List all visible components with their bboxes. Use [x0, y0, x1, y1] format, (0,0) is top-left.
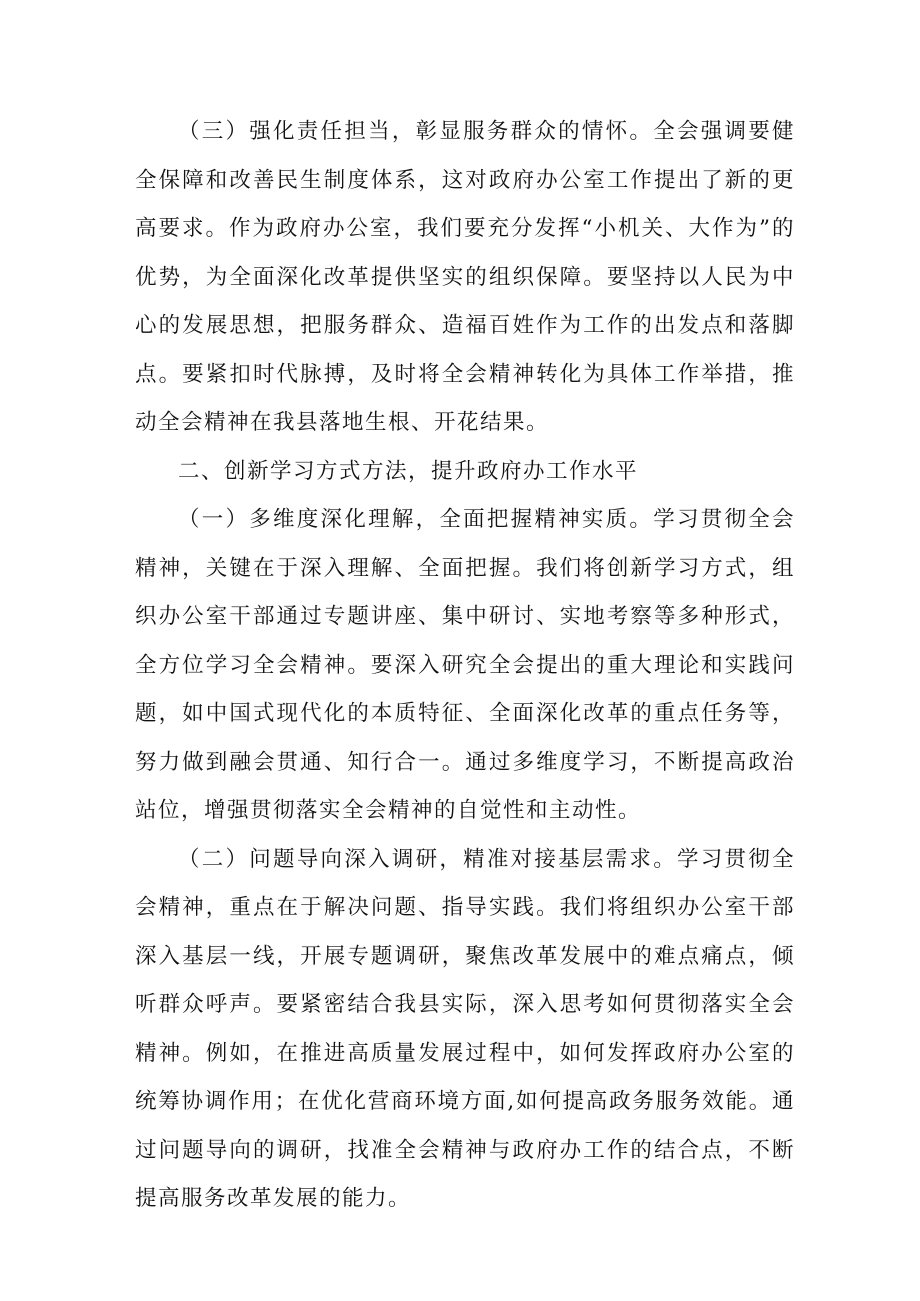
section-heading-two: 二、创新学习方式方法，提升政府办工作水平	[178, 458, 639, 484]
paragraph-section-three: （三）强化责任担当，彰显服务群众的情怀。全会强调要健全保障和改善民生制度体系，这对政府办公室工作提出了新的更高要求。作为政府办公室，我们要充分发挥“小机关、大作为”的优势，为全面深化改革提供坚实的组织保障。要坚持以人民为中心的发展思想，把服务群众、造福百姓作为工作的出发点和落脚点。要紧扣时代脉搏，及时将全会精神转化为具体工作举措，推动全会精神在我县落地生根、开花结果。	[135, 119, 795, 435]
paragraph-section-one: （一）多维度深化理解，全面把握精神实质。学习贯彻全会精神，关键在于深入理解、全面把握。我们将创新学习方式，组织办公室干部通过专题讲座、集中研讨、实地考察等多种形式，全方位学习全会精神。要深入研究全会提出的重大理论和实践问题，如中国式现代化的本质特征、全面深化改革的重点任务等，努力做到融会贯通、知行合一。通过多维度学习，不断提高政治站位，增强贯彻落实全会精神的自觉性和主动性。	[135, 507, 795, 823]
document-body	[135, 108, 795, 1224]
paragraph-section-two: （二）问题导向深入调研，精准对接基层需求。学习贯彻全会精神，重点在于解决问题、指导实践。我们将组织办公室干部深入基层一线，开展专题调研，聚焦改革发展中的难点痛点，倾听群众呼声。要紧密结合我县实际，深入思考如何贯彻落实全会精神。例如，在推进高质量发展过程中，如何发挥政府办公室的统筹协调作用；在优化营商环境方面,如何提高政务服务效能。通过问题导向的调研，找准全会精神与政府办工作的结合点，不断提高服务改革发展的能力。	[135, 846, 795, 1211]
